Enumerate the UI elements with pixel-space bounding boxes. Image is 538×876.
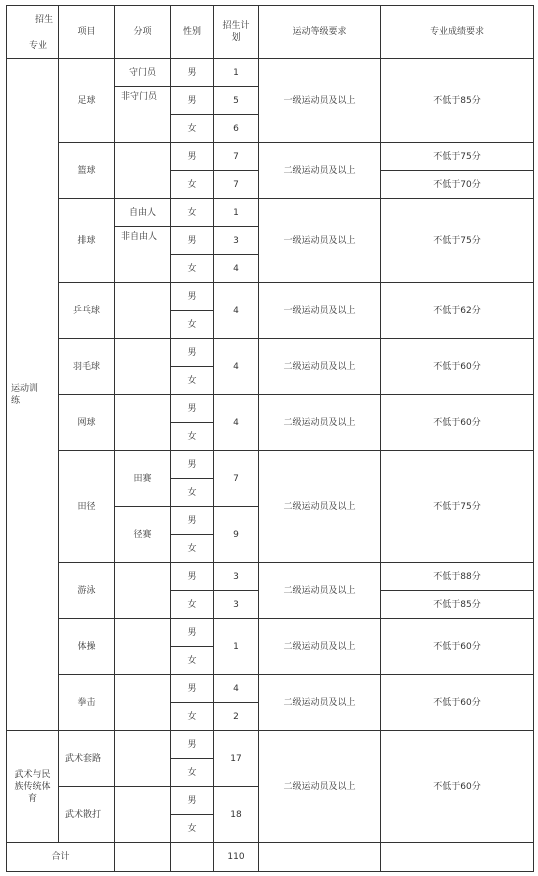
item-wushu-taolu: 武术套路 <box>59 731 115 787</box>
gender-cell: 男 <box>171 143 214 171</box>
gender-cell: 男 <box>171 675 214 703</box>
table-row <box>7 339 534 367</box>
level-cell: 二级运动员及以上 <box>259 451 381 563</box>
gender-cell: 男 <box>171 395 214 423</box>
subitem-empty <box>115 563 171 619</box>
gender-cell: 女 <box>171 115 214 143</box>
level-cell: 二级运动员及以上 <box>259 563 381 619</box>
gender-cell: 男 <box>171 563 214 591</box>
header-corner-top: 招生 <box>35 15 54 25</box>
subitem-empty <box>115 619 171 675</box>
item-gymnastics: 体操 <box>59 619 115 675</box>
table-row <box>7 395 534 423</box>
plan-cell: 7 <box>214 143 259 171</box>
score-cell: 不低于88分 <box>381 563 534 591</box>
table-row <box>7 59 534 87</box>
header-corner-bottom: 专业 <box>29 41 48 51</box>
plan-cell: 7 <box>214 451 259 507</box>
plan-cell: 3 <box>214 591 259 619</box>
total-label: 合计 <box>7 843 115 872</box>
subitem-empty <box>115 283 171 339</box>
gender-cell: 女 <box>171 255 214 283</box>
subitem-empty <box>115 143 171 199</box>
plan-cell: 1 <box>214 59 259 87</box>
admission-requirements-table <box>6 5 534 872</box>
table-row <box>7 199 534 227</box>
subitem-empty <box>115 339 171 395</box>
score-cell: 不低于60分 <box>381 675 534 731</box>
item-basketball: 篮球 <box>59 143 115 199</box>
gender-cell: 女 <box>171 479 214 507</box>
header-plan: 招生计划 <box>214 6 259 59</box>
plan-cell: 9 <box>214 507 259 563</box>
gender-cell: 男 <box>171 283 214 311</box>
score-cell: 不低于75分 <box>381 199 534 283</box>
major-wushu: 武术与民族传统体育 <box>7 731 59 843</box>
plan-cell: 6 <box>214 115 259 143</box>
score-cell: 不低于75分 <box>381 451 534 563</box>
plan-cell: 4 <box>214 283 259 339</box>
gender-cell: 女 <box>171 423 214 451</box>
plan-cell: 4 <box>214 675 259 703</box>
gender-cell: 女 <box>171 759 214 787</box>
level-cell: 二级运动员及以上 <box>259 619 381 675</box>
score-cell: 不低于70分 <box>381 171 534 199</box>
gender-cell: 男 <box>171 87 214 115</box>
gender-cell: 男 <box>171 731 214 759</box>
header-item: 项目 <box>59 6 115 59</box>
plan-cell: 3 <box>214 227 259 255</box>
plan-cell: 3 <box>214 563 259 591</box>
subitem-track: 径赛 <box>115 507 171 563</box>
total-empty-cell <box>115 843 171 872</box>
plan-cell: 4 <box>214 339 259 395</box>
score-cell: 不低于75分 <box>381 143 534 171</box>
gender-cell: 女 <box>171 647 214 675</box>
table-row <box>7 283 534 311</box>
subitem-empty <box>115 787 171 843</box>
gender-cell: 女 <box>171 591 214 619</box>
item-athletics: 田径 <box>59 451 115 563</box>
table-row <box>7 563 534 591</box>
item-volleyball: 排球 <box>59 199 115 283</box>
table-row <box>7 731 534 759</box>
plan-cell: 17 <box>214 731 259 787</box>
table-row <box>7 451 534 479</box>
gender-cell: 女 <box>171 171 214 199</box>
gender-cell: 男 <box>171 339 214 367</box>
gender-cell: 男 <box>171 787 214 815</box>
total-value: 110 <box>214 843 259 872</box>
gender-cell: 女 <box>171 199 214 227</box>
score-cell: 不低于60分 <box>381 339 534 395</box>
gender-cell: 女 <box>171 703 214 731</box>
plan-cell: 18 <box>214 787 259 843</box>
plan-cell: 5 <box>214 87 259 115</box>
table-total-row <box>7 843 534 872</box>
gender-cell: 女 <box>171 535 214 563</box>
gender-cell: 男 <box>171 227 214 255</box>
total-empty-cell <box>171 843 214 872</box>
major-sports-training: 运动训练 <box>7 59 59 731</box>
level-cell: 一级运动员及以上 <box>259 283 381 339</box>
subitem-libero: 自由人 <box>115 199 171 227</box>
plan-cell: 1 <box>214 619 259 675</box>
plan-cell: 1 <box>214 199 259 227</box>
gender-cell: 男 <box>171 507 214 535</box>
table-row <box>7 619 534 647</box>
plan-cell: 7 <box>214 171 259 199</box>
gender-cell: 男 <box>171 59 214 87</box>
subitem-empty <box>115 675 171 731</box>
header-gender: 性别 <box>171 6 214 59</box>
gender-cell: 女 <box>171 311 214 339</box>
header-score: 专业成绩要求 <box>381 6 534 59</box>
item-football: 足球 <box>59 59 115 143</box>
item-tennis: 网球 <box>59 395 115 451</box>
score-cell: 不低于62分 <box>381 283 534 339</box>
table-header-row <box>7 6 534 59</box>
gender-cell: 男 <box>171 451 214 479</box>
gender-cell: 男 <box>171 619 214 647</box>
item-badminton: 羽毛球 <box>59 339 115 395</box>
item-swimming: 游泳 <box>59 563 115 619</box>
header-level: 运动等级要求 <box>259 6 381 59</box>
subitem-field: 田赛 <box>115 451 171 507</box>
level-cell: 二级运动员及以上 <box>259 675 381 731</box>
subitem-empty <box>115 395 171 451</box>
header-subitem: 分项 <box>115 6 171 59</box>
table-row <box>7 143 534 171</box>
header-corner-cell <box>7 6 59 59</box>
item-boxing: 拳击 <box>59 675 115 731</box>
table-row <box>7 675 534 703</box>
subitem-goalkeeper: 守门员 <box>115 59 171 87</box>
subitem-non-libero: 非自由人 <box>115 227 171 283</box>
score-cell: 不低于60分 <box>381 395 534 451</box>
level-cell: 二级运动员及以上 <box>259 339 381 395</box>
item-pingpong: 乒乓球 <box>59 283 115 339</box>
subitem-non-goalkeeper: 非守门员 <box>115 87 171 143</box>
score-cell: 不低于60分 <box>381 731 534 843</box>
plan-cell: 4 <box>214 255 259 283</box>
level-cell: 一级运动员及以上 <box>259 199 381 283</box>
gender-cell: 女 <box>171 815 214 843</box>
item-wushu-sanda: 武术散打 <box>59 787 115 843</box>
level-cell: 二级运动员及以上 <box>259 731 381 843</box>
plan-cell: 2 <box>214 703 259 731</box>
score-cell: 不低于60分 <box>381 619 534 675</box>
plan-cell: 4 <box>214 395 259 451</box>
level-cell: 二级运动员及以上 <box>259 143 381 199</box>
score-cell: 不低于85分 <box>381 59 534 143</box>
total-empty-cell <box>381 843 534 872</box>
gender-cell: 女 <box>171 367 214 395</box>
subitem-empty <box>115 731 171 787</box>
total-empty-cell <box>259 843 381 872</box>
level-cell: 一级运动员及以上 <box>259 59 381 143</box>
level-cell: 二级运动员及以上 <box>259 395 381 451</box>
score-cell: 不低于85分 <box>381 591 534 619</box>
